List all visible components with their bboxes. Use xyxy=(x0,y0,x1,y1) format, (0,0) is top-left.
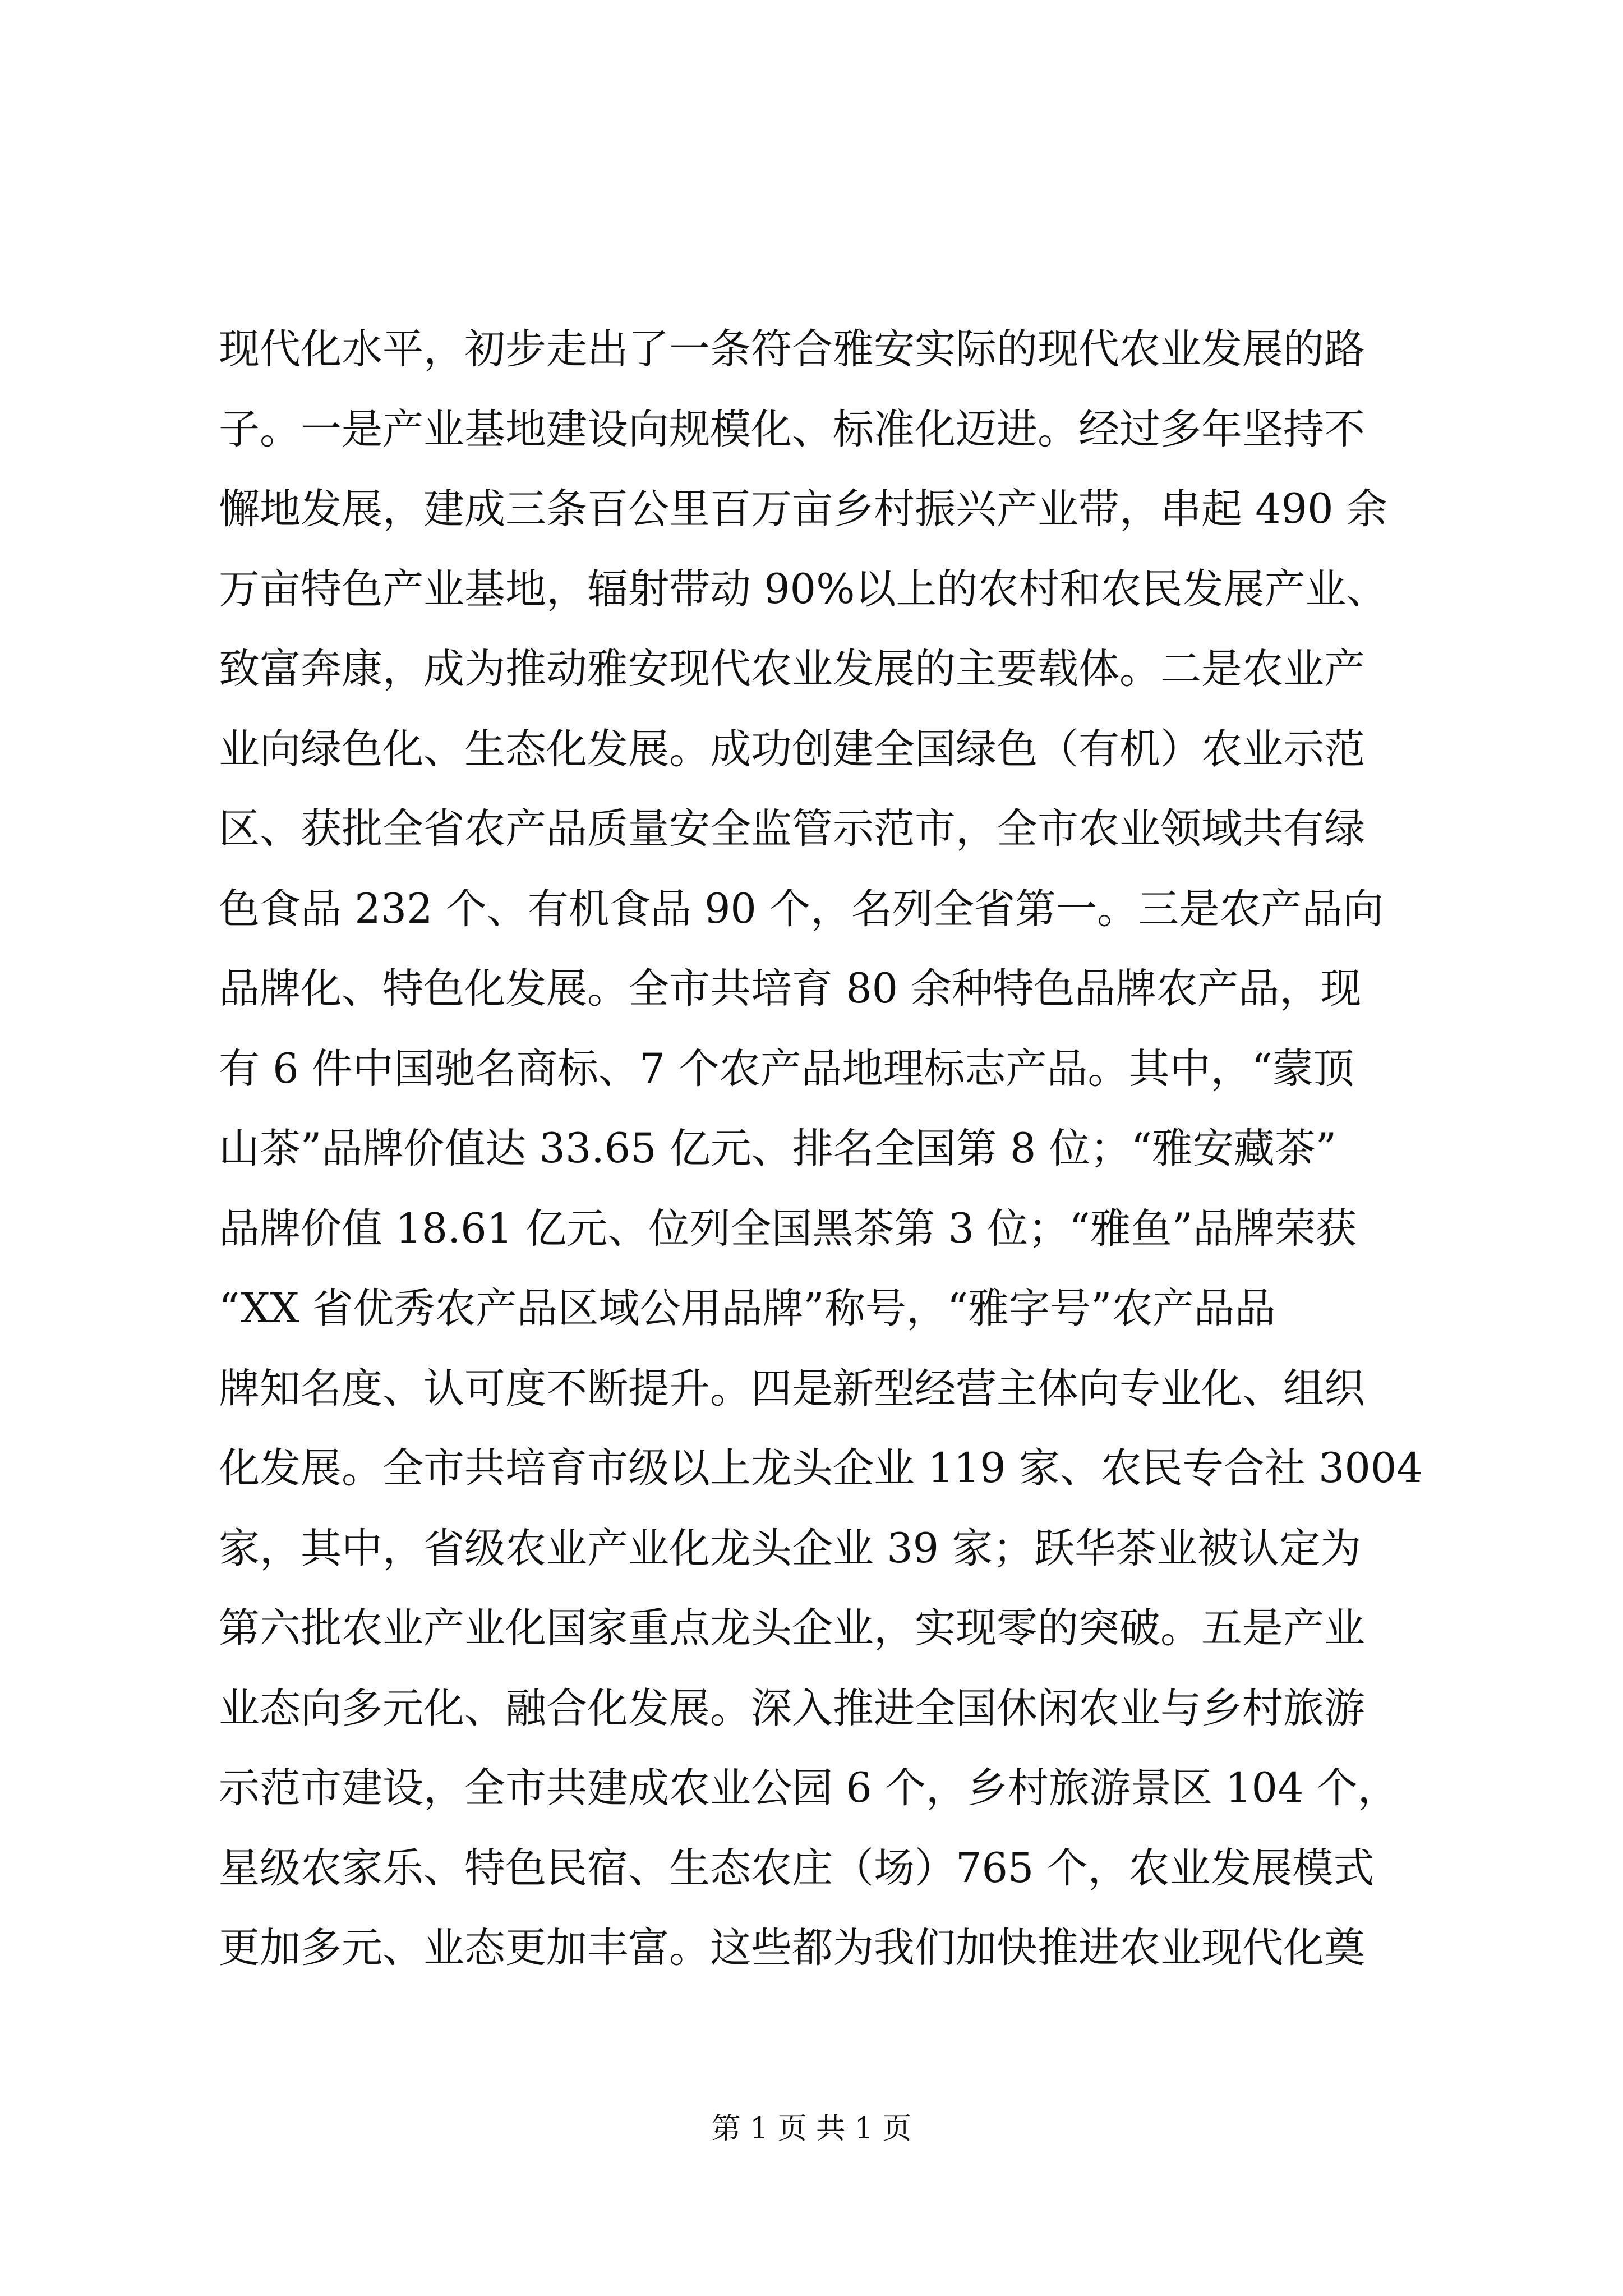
page-footer xyxy=(0,2109,1623,2148)
text-line: 万亩特色产业基地，辐射带动 90%以上的农村和农民发展产业、 xyxy=(219,565,1387,613)
text-line: 化发展。全市共培育市级以上龙头企业 119 家、农民专合社 3004 xyxy=(219,1444,1423,1492)
body-text xyxy=(219,310,1423,1989)
text-line: 示范市建设，全市共建成农业公园 6 个，乡村旅游景区 104 个， xyxy=(219,1764,1399,1812)
text-line: 致富奔康，成为推动雅安现代农业发展的主要载体。二是农业产 xyxy=(219,645,1365,693)
text-line: 品牌价值 18.61 亿元、位列全国黑茶第 3 位；“雅鱼”品牌荣获 xyxy=(219,1204,1357,1253)
text-line: 牌知名度、认可度不断提升。四是新型经营主体向专业化、组织 xyxy=(219,1364,1365,1412)
text-line: 星级农家乐、特色民宿、生态农庄（场）765 个，农业发展模式 xyxy=(219,1844,1375,1892)
text-line: 山茶”品牌价值达 33.65 亿元、排名全国第 8 位；“雅安藏茶” xyxy=(219,1125,1337,1172)
text-line: 区、获批全省农产品质量安全监管示范市，全市农业领域共有绿 xyxy=(219,805,1365,853)
text-line: “XX 省优秀农产品区域公用品牌”称号，“雅字号”农产品品 xyxy=(219,1285,1276,1332)
text-line: 有 6 件中国驰名商标、7 个农产品地理标志产品。其中，“蒙顶 xyxy=(219,1045,1354,1093)
text-line: 子。一是产业基地建设向规模化、标准化迈进。经过多年坚持不 xyxy=(219,405,1365,453)
text-line: 懈地发展，建成三条百公里百万亩乡村振兴产业带，串起 490 余 xyxy=(219,485,1387,533)
text-line: 更加多元、业态更加丰富。这些都为我们加快推进农业现代化奠 xyxy=(219,1924,1365,1972)
text-line: 第六批农业产业化国家重点龙头企业，实现零的突破。五是产业 xyxy=(219,1604,1365,1652)
text-line: 业态向多元化、融合化发展。深入推进全国休闲农业与乡村旅游 xyxy=(219,1684,1365,1732)
text-line: 家，其中，省级农业产业化龙头企业 39 家；跃华茶业被认定为 xyxy=(219,1524,1362,1572)
text-line: 现代化水平，初步走出了一条符合雅安实际的现代农业发展的路 xyxy=(219,325,1365,373)
page-number-label: 第 1 页 共 1 页 xyxy=(711,2112,912,2146)
text-line: 色食品 232 个、有机食品 90 个，名列全省第一。三是农产品向 xyxy=(219,885,1384,933)
text-line: 业向绿色化、生态化发展。成功创建全国绿色（有机）农业示范 xyxy=(219,725,1365,773)
text-line: 品牌化、特色化发展。全市共培育 80 余种特色品牌农产品，现 xyxy=(219,965,1362,1013)
